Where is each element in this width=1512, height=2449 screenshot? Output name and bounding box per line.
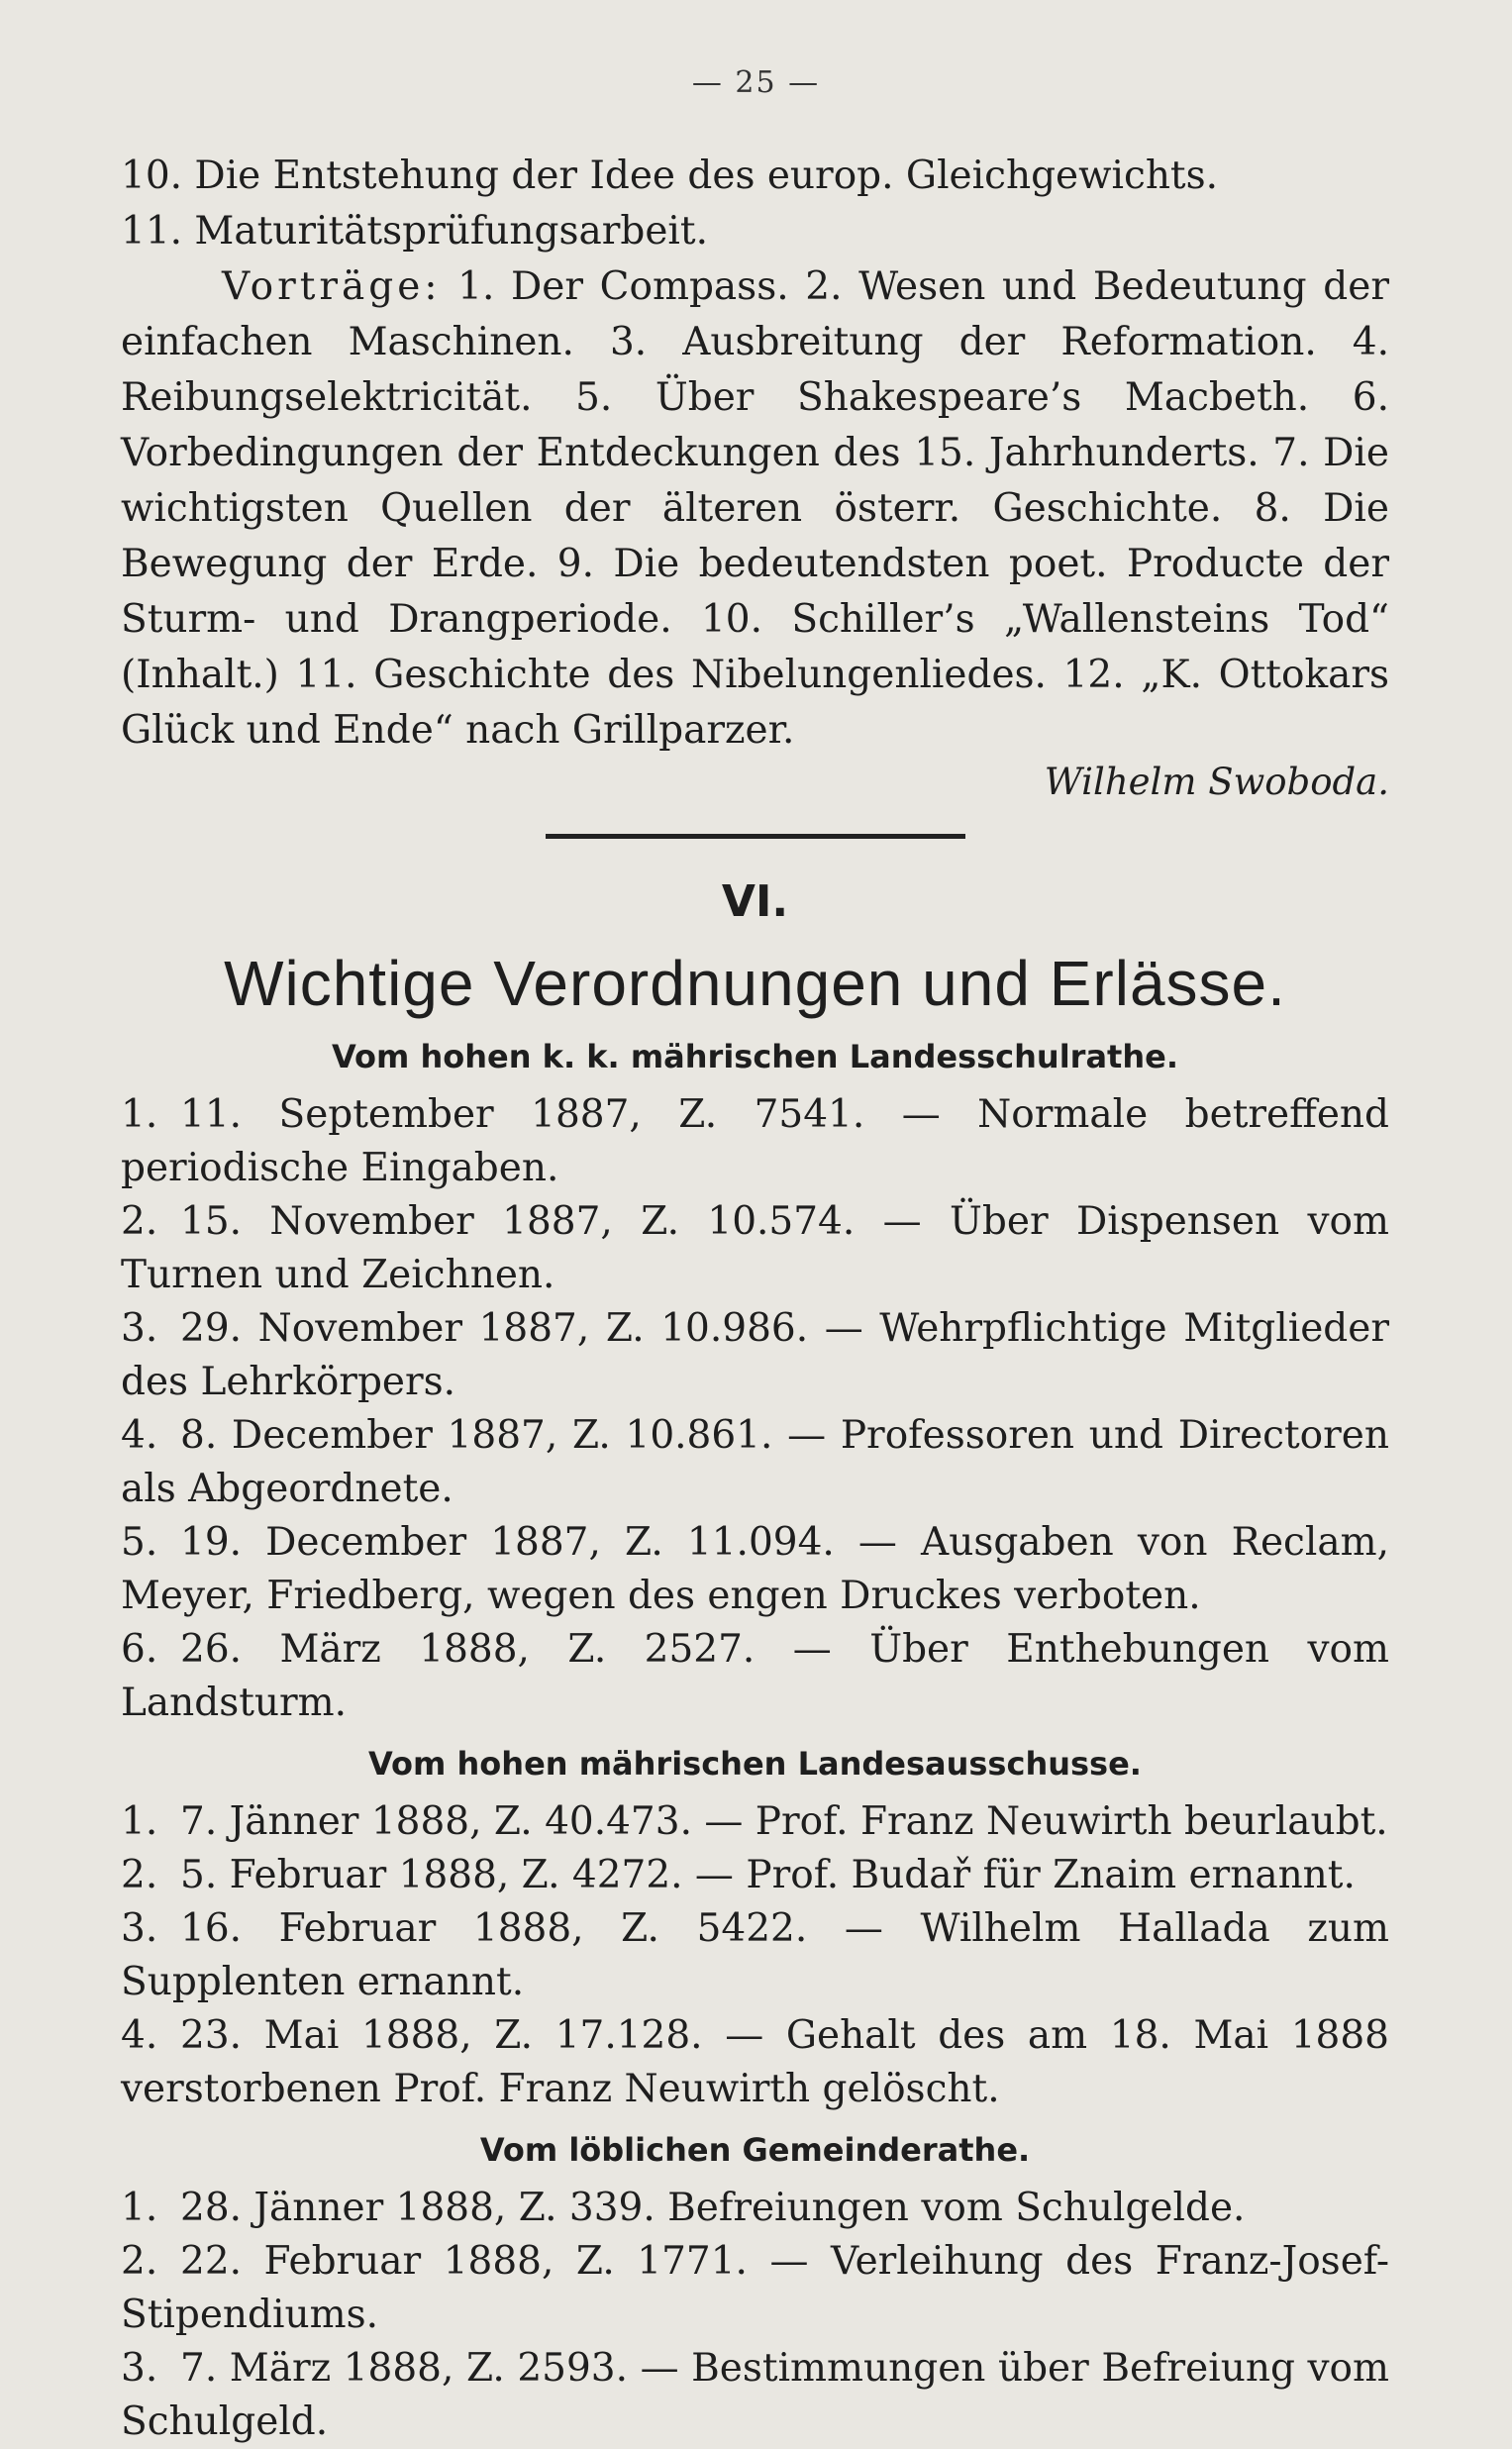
item-text: 29. November 1887, Z. 10.986. — Wehrpflichtige Mitglieder des Lehrkörpers. — [121, 1306, 1389, 1404]
list-item — [121, 1902, 1389, 2009]
list-item — [121, 2182, 1389, 2235]
item-text: 28. Jänner 1888, Z. 339. Befreiungen vom Schulgelde. — [180, 2186, 1246, 2230]
item-number: 4. — [121, 2013, 158, 2058]
item-text: 26. März 1888, Z. 2527. — Über Enthebungen vom Landsturm. — [121, 1627, 1389, 1725]
group-heading: Vom löblichen Gemeinderathe. — [479, 2131, 1031, 2169]
list-item — [121, 2342, 1389, 2449]
list-item — [121, 1302, 1389, 1409]
group-heading: Vom hohen mährischen Landesausschusse. — [368, 1745, 1142, 1783]
list-item — [121, 1195, 1389, 1302]
page-number: — 25 — — [691, 65, 821, 100]
item-number: 4. — [121, 1413, 158, 1458]
item-text: 23. Mai 1888, Z. 17.128. — Gehalt des am 18. Mai 1888 verstorbenen Prof. Franz Neuwirth gelöscht. — [121, 2013, 1389, 2111]
text-line: 10. Die Entstehung der Idee des europ. Gleichgewichts. — [121, 153, 1219, 198]
vortraege-text: 1. Der Compass. 2. Wesen und Bedeutung der einfachen Maschinen. 3. Ausbreitung der Reformation. 4. Reibungselektricität. 5. Über Shakespeare’s Macbeth. 6. Vorbedingungen der Entdeckungen des 15. Jahrhunderts. 7. Die wichtigsten Quellen der älteren österr. Geschichte. 8. Die Bewegung der Erde. 9. Die bedeutendsten poet. Producte der Sturm- und Drangperiode. 10. Schiller’s „Wallensteins Tod“ (Inhalt.) 11. Geschichte des Nibelungenliedes. 12. „K. Ottokars Glück und Ende“ nach Grillparzer. — [121, 264, 1389, 753]
item-text: 11. September 1887, Z. 7541. — Normale betreffend periodische Eingaben. — [121, 1092, 1389, 1190]
item-text: 7. Jänner 1888, Z. 40.473. — Prof. Franz Neuwirth beurlaubt. — [180, 1799, 1388, 1844]
list-item — [121, 1849, 1389, 1902]
item-number: 2. — [121, 1853, 158, 1897]
horizontal-rule — [546, 834, 965, 839]
item-text: 16. Februar 1888, Z. 5422. — Wilhelm Hallada zum Supplenten ernannt. — [121, 1906, 1389, 2004]
item-text: 8. December 1887, Z. 10.861. — Professoren und Directoren als Abgeordnete. — [121, 1413, 1389, 1511]
list-item — [121, 1409, 1389, 1516]
item-number: 6. — [121, 1627, 158, 1672]
item-text: 15. November 1887, Z. 10.574. — Über Dispensen vom Turnen und Zeichnen. — [121, 1199, 1389, 1297]
item-number: 1. — [121, 1092, 158, 1137]
page-body — [121, 149, 1389, 2449]
list-item — [121, 1516, 1389, 1623]
item-number: 1. — [121, 2186, 158, 2230]
list-item — [121, 2009, 1389, 2116]
item-number: 3. — [121, 1306, 158, 1351]
section-number: VI. — [721, 876, 789, 927]
list-item — [121, 1795, 1389, 1849]
item-number: 1. — [121, 1799, 158, 1844]
vortraege-label: Vorträge: — [222, 264, 442, 309]
vortraege-paragraph — [121, 259, 1389, 759]
section-title: Wichtige Verordnungen und Erlässe. — [224, 948, 1286, 1019]
item-text: 22. Februar 1888, Z. 1771. — Verleihung des Franz-Josef-Stipendiums. — [121, 2239, 1389, 2337]
item-number: 5. — [121, 1520, 158, 1565]
list-item — [121, 1088, 1389, 1195]
item-number: 3. — [121, 2346, 158, 2391]
item-number: 3. — [121, 1906, 158, 1951]
list-item — [121, 1623, 1389, 1730]
text-line: 11. Maturitätsprüfungsarbeit. — [121, 209, 708, 254]
item-number: 2. — [121, 1199, 158, 1244]
group-heading: Vom hohen k. k. mährischen Landesschulrathe. — [332, 1038, 1178, 1075]
item-text: 7. März 1888, Z. 2593. — Bestimmungen über Befreiung vom Schulgeld. — [121, 2346, 1389, 2444]
item-text: 5. Februar 1888, Z. 4272. — Prof. Budař für Znaim ernannt. — [180, 1853, 1356, 1897]
item-text: 19. December 1887, Z. 11.094. — Ausgaben von Reclam, Meyer, Friedberg, wegen des engen Druckes verboten. — [121, 1520, 1389, 1618]
item-number: 2. — [121, 2239, 158, 2284]
signature: Wilhelm Swoboda. — [1044, 761, 1389, 803]
list-item — [121, 2235, 1389, 2342]
